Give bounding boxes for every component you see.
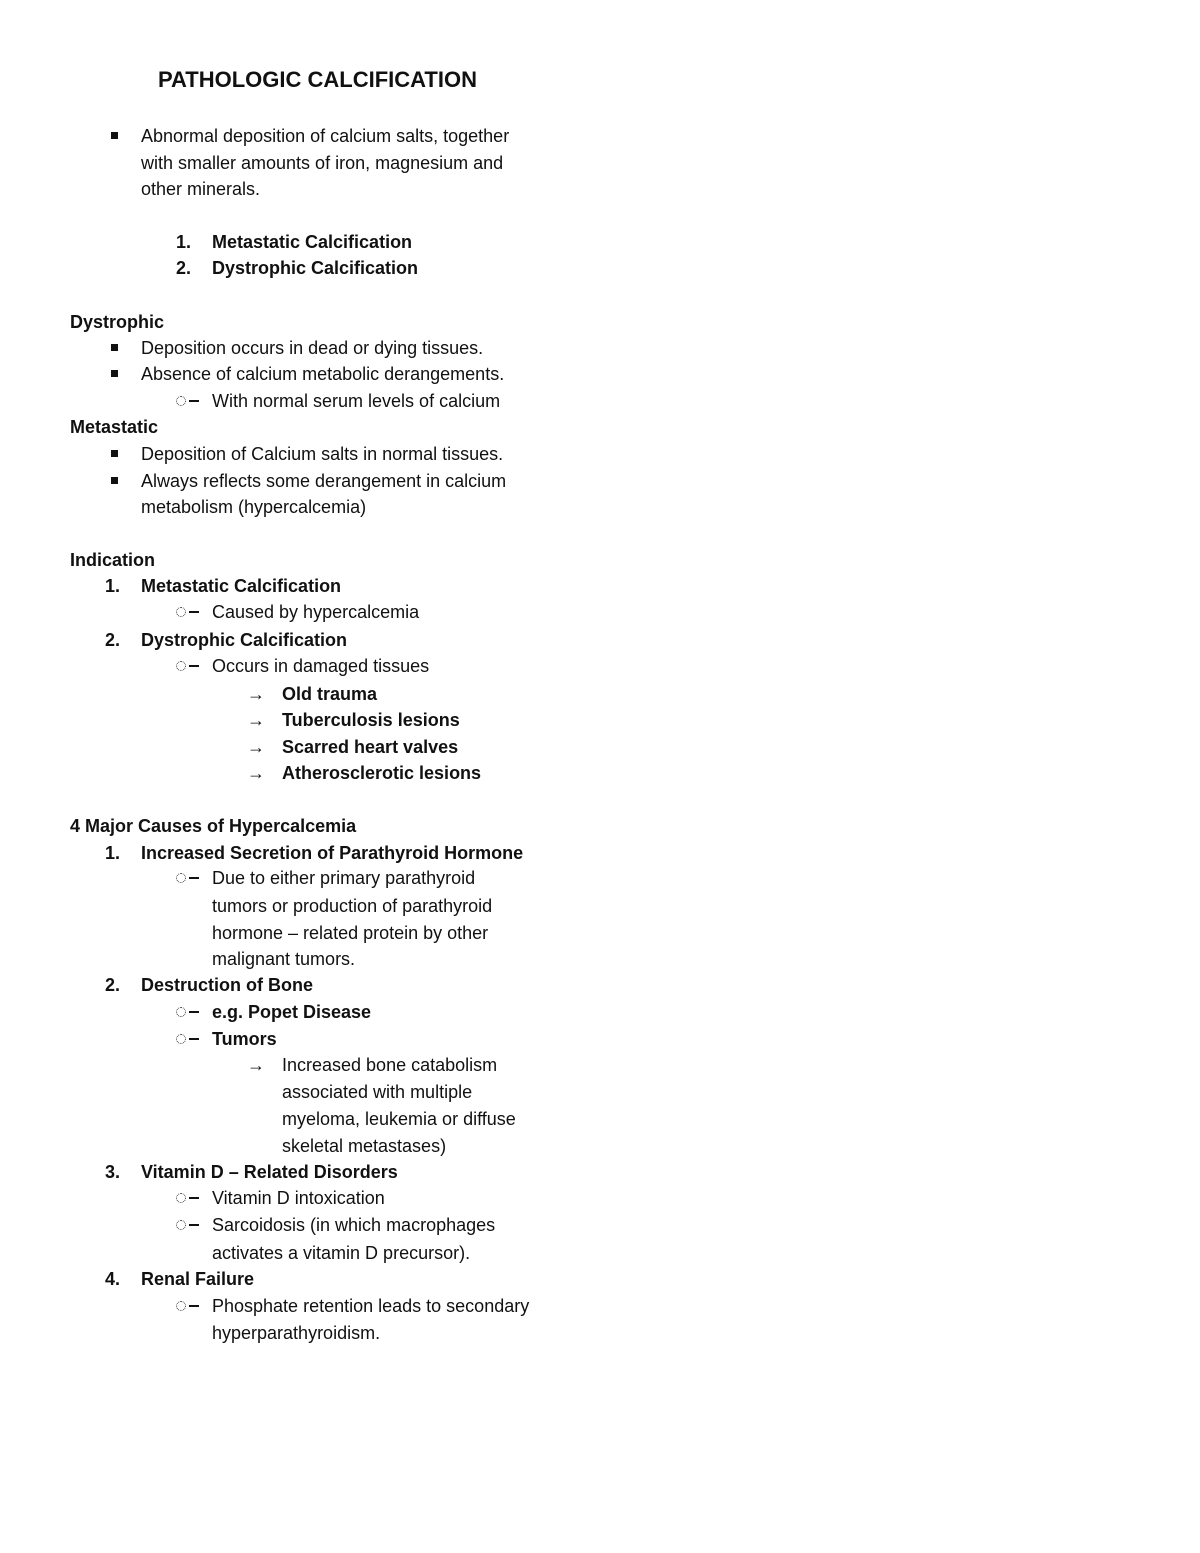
section-heading-metastatic: Metastatic bbox=[70, 417, 159, 437]
sub-item: Sarcoidosis (in which macrophages bbox=[212, 1215, 496, 1235]
circle-bullet-icon bbox=[176, 1193, 186, 1203]
arrow-item: Increased bone catabolism bbox=[282, 1055, 498, 1075]
cause-item: Vitamin D – Related Disorders bbox=[141, 1162, 398, 1182]
sub-item: Due to either primary parathyroid bbox=[212, 868, 476, 888]
circle-bullet-icon bbox=[176, 661, 186, 671]
section-heading-dystrophic: Dystrophic bbox=[70, 312, 165, 332]
sub-item: hyperparathyroidism. bbox=[212, 1323, 381, 1343]
bullet-square bbox=[111, 132, 118, 139]
arrow-item: associated with multiple bbox=[282, 1082, 473, 1102]
cause-item: Renal Failure bbox=[141, 1269, 255, 1289]
sub-item: Phosphate retention leads to secondary bbox=[212, 1296, 530, 1316]
type-dystrophic: Dystrophic Calcification bbox=[212, 258, 419, 278]
intro-line: with smaller amounts of iron, magnesium and bbox=[141, 153, 504, 173]
sub-item: Tumors bbox=[212, 1029, 277, 1049]
arrow-icon: → bbox=[247, 710, 265, 730]
arrow-icon: → bbox=[247, 737, 265, 757]
list-number: 1. bbox=[176, 232, 192, 252]
list-item: Absence of calcium metabolic derangements. bbox=[141, 364, 505, 384]
circle-bullet-icon bbox=[176, 873, 186, 883]
dash-icon bbox=[189, 1038, 199, 1040]
section-heading-causes: 4 Major Causes of Hypercalcemia bbox=[70, 816, 357, 836]
list-number: 1. bbox=[105, 843, 121, 863]
sub-item: hormone – related protein by other bbox=[212, 923, 489, 943]
page-title: PATHOLOGIC CALCIFICATION bbox=[158, 67, 477, 92]
list-number: 3. bbox=[105, 1162, 121, 1182]
bullet-square bbox=[111, 370, 118, 377]
list-item: metabolism (hypercalcemia) bbox=[141, 497, 367, 517]
circle-bullet-icon bbox=[176, 1007, 186, 1017]
arrow-icon: → bbox=[247, 763, 265, 783]
list-item: Deposition occurs in dead or dying tissues. bbox=[141, 338, 484, 358]
dash-icon bbox=[189, 877, 199, 879]
arrow-item: skeletal metastases) bbox=[282, 1136, 447, 1156]
circle-bullet-icon bbox=[176, 1034, 186, 1044]
dash-icon bbox=[189, 400, 199, 402]
list-item: Deposition of Calcium salts in normal tissues. bbox=[141, 444, 504, 464]
cause-item: Destruction of Bone bbox=[141, 975, 314, 995]
arrow-item: Tuberculosis lesions bbox=[282, 710, 460, 730]
dash-icon bbox=[189, 1305, 199, 1307]
intro-line: other minerals. bbox=[141, 179, 261, 199]
sub-item: With normal serum levels of calcium bbox=[212, 391, 501, 411]
intro-line: Abnormal deposition of calcium salts, together bbox=[141, 126, 510, 146]
bullet-square bbox=[111, 344, 118, 351]
list-number: 2. bbox=[105, 630, 121, 650]
dash-icon bbox=[189, 665, 199, 667]
bullet-square bbox=[111, 450, 118, 457]
arrow-item: myeloma, leukemia or diffuse bbox=[282, 1109, 516, 1129]
list-number: 4. bbox=[105, 1269, 121, 1289]
list-item: Always reflects some derangement in calcium bbox=[141, 471, 507, 491]
arrow-icon: → bbox=[247, 684, 265, 704]
cause-item: Increased Secretion of Parathyroid Hormone bbox=[141, 843, 524, 863]
list-number: 2. bbox=[176, 258, 192, 278]
sub-item: Vitamin D intoxication bbox=[212, 1188, 385, 1208]
list-number: 2. bbox=[105, 975, 121, 995]
arrow-icon: → bbox=[247, 1055, 265, 1075]
indication-item: Dystrophic Calcification bbox=[141, 630, 348, 650]
bullet-square bbox=[111, 477, 118, 484]
circle-bullet-icon bbox=[176, 396, 186, 406]
indication-item: Metastatic Calcification bbox=[141, 576, 342, 596]
arrow-item: Scarred heart valves bbox=[282, 737, 459, 757]
sub-item: tumors or production of parathyroid bbox=[212, 896, 493, 916]
list-number: 1. bbox=[105, 576, 121, 596]
sub-item: malignant tumors. bbox=[212, 949, 356, 969]
dash-icon bbox=[189, 1197, 199, 1199]
sub-item: activates a vitamin D precursor). bbox=[212, 1243, 471, 1263]
dash-icon bbox=[189, 611, 199, 613]
sub-item: Caused by hypercalcemia bbox=[212, 602, 420, 622]
circle-bullet-icon bbox=[176, 1301, 186, 1311]
sub-item: Occurs in damaged tissues bbox=[212, 656, 430, 676]
dash-icon bbox=[189, 1011, 199, 1013]
circle-bullet-icon bbox=[176, 1220, 186, 1230]
arrow-item: Old trauma bbox=[282, 684, 378, 704]
section-heading-indication: Indication bbox=[70, 550, 155, 570]
type-metastatic: Metastatic Calcification bbox=[212, 232, 413, 252]
circle-bullet-icon bbox=[176, 607, 186, 617]
arrow-item: Atherosclerotic lesions bbox=[282, 763, 482, 783]
sub-item: e.g. Popet Disease bbox=[212, 1002, 372, 1022]
dash-icon bbox=[189, 1224, 199, 1226]
